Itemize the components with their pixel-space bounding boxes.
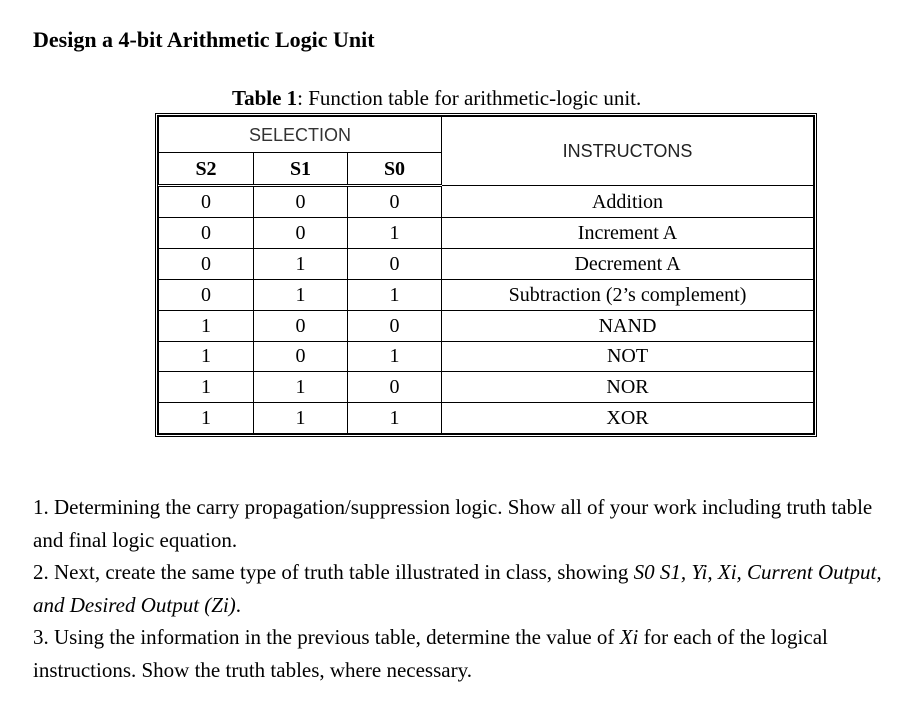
cell-s0: 0 — [348, 372, 442, 403]
cell-s1: 0 — [254, 310, 348, 341]
cell-s2: 1 — [159, 310, 254, 341]
cell-instruction: NOR — [442, 372, 814, 403]
cell-s1: 1 — [254, 372, 348, 403]
table-row — [159, 310, 814, 341]
cell-s2: 0 — [159, 186, 254, 218]
table-caption-text: : Function table for arithmetic-logic unit. — [297, 86, 642, 110]
cell-s0: 0 — [348, 249, 442, 280]
table-row — [159, 249, 814, 280]
cell-s1: 0 — [254, 186, 348, 218]
table-row — [159, 372, 814, 403]
cell-s2: 0 — [159, 279, 254, 310]
task-1: 1. Determining the carry propagation/suppression logic. Show all of your work including truth table and final logic equation. — [33, 495, 873, 552]
task-2-variables: S0 S1, Yi, Xi, Current Output, and Desired Output (Zi) — [33, 560, 882, 617]
task-list — [33, 491, 883, 686]
cell-s2: 1 — [159, 403, 254, 434]
cell-s1: 0 — [254, 218, 348, 249]
cell-instruction: Increment A — [442, 218, 814, 249]
header-s1: S1 — [254, 153, 348, 186]
function-table-grid — [158, 116, 814, 434]
cell-instruction: NOT — [442, 341, 814, 372]
cell-s0: 1 — [348, 279, 442, 310]
selection-header: SELECTION — [159, 117, 442, 153]
cell-s0: 1 — [348, 403, 442, 434]
table-row — [159, 403, 814, 434]
cell-s2: 1 — [159, 341, 254, 372]
task-3-variable: Xi — [619, 625, 639, 649]
table-row — [159, 186, 814, 218]
header-s2: S2 — [159, 153, 254, 186]
task-2 — [33, 556, 883, 621]
cell-instruction: NAND — [442, 310, 814, 341]
task-3-end: for each of the logical instructions. Show the truth tables, where necessary. — [33, 625, 828, 682]
cell-s2: 0 — [159, 218, 254, 249]
cell-s1: 1 — [254, 279, 348, 310]
cell-instruction: XOR — [442, 403, 814, 434]
table-caption-label: Table 1 — [232, 86, 298, 110]
cell-s2: 0 — [159, 249, 254, 280]
header-s0: S0 — [348, 153, 442, 186]
table-row — [159, 341, 814, 372]
cell-s0: 0 — [348, 186, 442, 218]
task-3-text: 3. Using the information in the previous table, determine the value of — [33, 625, 620, 649]
cell-instruction: Addition — [442, 186, 814, 218]
task-2-text: 2. Next, create the same type of truth table illustrated in class, showing — [33, 560, 634, 584]
cell-s0: 1 — [348, 341, 442, 372]
cell-instruction: Subtraction (2’s complement) — [442, 279, 814, 310]
cell-s1: 1 — [254, 249, 348, 280]
instructions-header: INSTRUCTONS — [442, 117, 814, 186]
table-row — [159, 218, 814, 249]
cell-s1: 0 — [254, 341, 348, 372]
cell-s1: 1 — [254, 403, 348, 434]
cell-s2: 1 — [159, 372, 254, 403]
table-caption — [232, 86, 641, 111]
task-2-end: . — [235, 592, 242, 617]
task-3 — [33, 621, 883, 686]
function-table — [155, 113, 817, 437]
cell-s0: 0 — [348, 310, 442, 341]
table-row — [159, 279, 814, 310]
cell-instruction: Decrement A — [442, 249, 814, 280]
page-title: Design a 4-bit Arithmetic Logic Unit — [33, 27, 375, 52]
cell-s0: 1 — [348, 218, 442, 249]
